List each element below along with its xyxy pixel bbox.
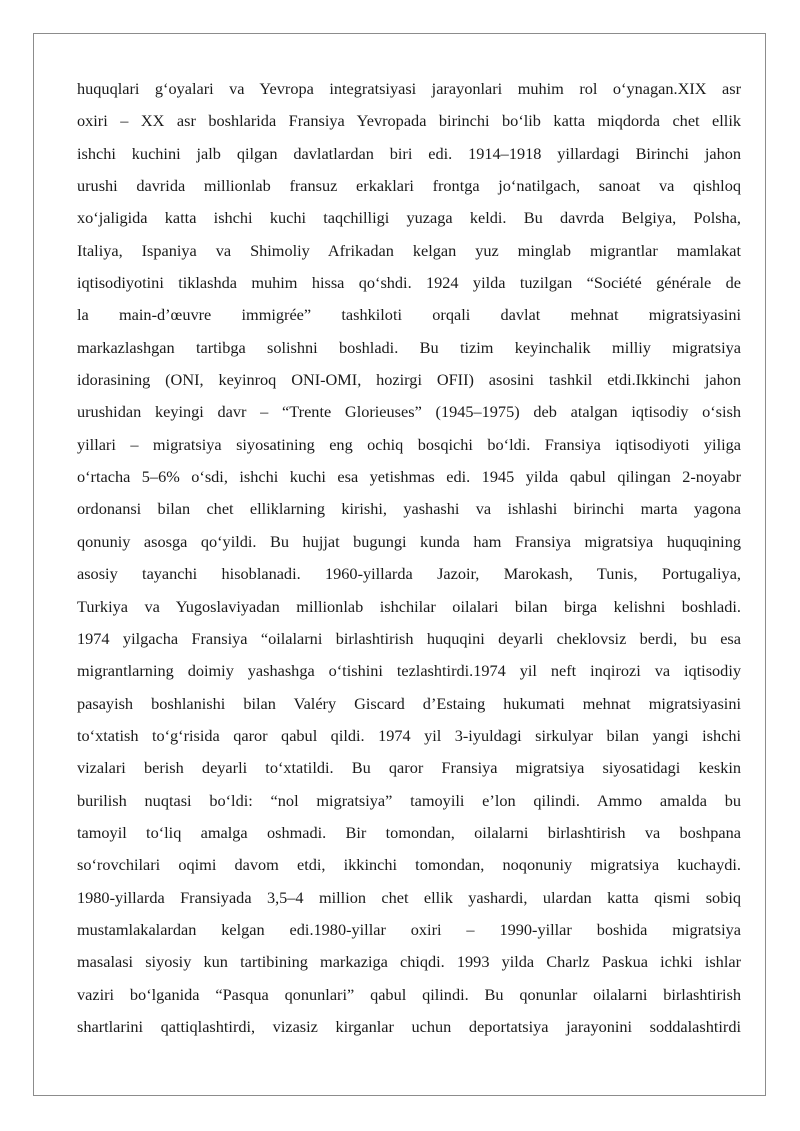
text-line: yillari – migratsiya siyosatining eng ochiq bosqichi bo‘ldi. Fransiya iqtisodiyoti yiliga — [77, 434, 741, 454]
text-line: asosiy tayanchi hisoblanadi. 1960-yillarda Jazoir, Marokash, Tunis, Portugaliya, — [77, 564, 741, 584]
text-line: la main-d’œuvre immigrée” tashkiloti orqali davlat mehnat migratsiyasini — [77, 305, 741, 325]
text-line: iqtisodiyotini tiklashda muhim hissa qo‘shdi. 1924 yilda tuzilgan “Société générale de — [77, 273, 741, 293]
text-line: 1980-yillarda Fransiyada 3,5–4 million chet ellik yashardi, ulardan katta qismi sobiq — [77, 887, 741, 907]
text-line: shartlarini qattiqlashtirdi, vizasiz kirganlar uchun deportatsiya jarayonini soddalashtirdi — [77, 1016, 741, 1036]
text-line: idorasining (ONI, keyinroq ONI-OMI, hozirgi OFII) asosini tashkil etdi.Ikkinchi jahon — [77, 370, 741, 390]
text-line: vizalari berish deyarli to‘xtatildi. Bu qaror Fransiya migratsiya siyosatidagi keskin — [77, 758, 741, 778]
text-line: ishchi kuchini jalb qilgan davlatlardan biri edi. 1914–1918 yillardagi Birinchi jahon — [77, 143, 741, 163]
text-line: qonuniy asosga qo‘yildi. Bu hujjat bugungi kunda ham Fransiya migratsiya huquqining — [77, 531, 741, 551]
document-body — [77, 73, 741, 1043]
text-line: Italiya, Ispaniya va Shimoliy Afrikadan kelgan yuz minglab migrantlar mamlakat — [77, 240, 741, 260]
text-line: urushi davrida millionlab fransuz erkaklari frontga jo‘natilgach, sanoat va qishloq — [77, 176, 741, 196]
text-line: so‘rovchilari oqimi davom etdi, ikkinchi tomondan, noqonuniy migratsiya kuchaydi. — [77, 855, 741, 875]
text-line: to‘xtatish to‘g‘risida qaror qabul qildi. 1974 yil 3-iyuldagi sirkulyar bilan yangi ishchi — [77, 725, 741, 745]
text-line: masalasi siyosiy kun tartibining markaziga chiqdi. 1993 yilda Charlz Paskua ichki ishlar — [77, 952, 741, 972]
text-line: vaziri bo‘lganida “Pasqua qonunlari” qabul qilindi. Bu qonunlar oilalarni birlashtirish — [77, 984, 741, 1004]
text-line: burilish nuqtasi bo‘ldi: “nol migratsiya” tamoyili e’lon qilindi. Ammo amalda bu — [77, 790, 741, 810]
text-line: pasayish boshlanishi bilan Valéry Giscard d’Estaing hukumati mehnat migratsiyasini — [77, 693, 741, 713]
text-line: migrantlarning doimiy yashashga o‘tishini tezlashtirdi.1974 yil neft inqirozi va iqtisodiy — [77, 661, 741, 681]
text-line: markazlashgan tartibga solishni boshladi. Bu tizim keyinchalik milliy migratsiya — [77, 337, 741, 357]
text-line: huquqlari g‘oyalari va Yevropa integratsiyasi jarayonlari muhim rol o‘ynagan.XIX asr — [77, 79, 741, 98]
text-line: oxiri – XX asr boshlarida Fransiya Yevropada birinchi bo‘lib katta miqdorda chet ellik — [77, 111, 741, 131]
text-line: mustamlakalardan kelgan edi.1980-yillar oxiri – 1990-yillar boshida migratsiya — [77, 919, 741, 939]
text-line: tamoyil to‘liq amalga oshmadi. Bir tomondan, oilalarni birlashtirish va boshpana — [77, 822, 741, 842]
text-line: o‘rtacha 5–6% o‘sdi, ishchi kuchi esa yetishmas edi. 1945 yilda qabul qilingan 2-noyabr — [77, 467, 741, 487]
text-line: ordonansi bilan chet elliklarning kirishi, yashashi va ishlashi birinchi marta yagona — [77, 499, 741, 519]
text-line: xo‘jaligida katta ishchi kuchi taqchilligi yuzaga keldi. Bu davrda Belgiya, Polsha, — [77, 208, 741, 228]
text-line: urushidan keyingi davr – “Trente Glorieuses” (1945–1975) deb atalgan iqtisodiy o‘sish — [77, 402, 741, 422]
text-line: 1974 yilgacha Fransiya “oilalarni birlashtirish huquqini deyarli cheklovsiz berdi, bu esa — [77, 628, 741, 648]
text-line: Turkiya va Yugoslaviyadan millionlab ishchilar oilalari bilan birga kelishni boshladi. — [77, 596, 741, 616]
